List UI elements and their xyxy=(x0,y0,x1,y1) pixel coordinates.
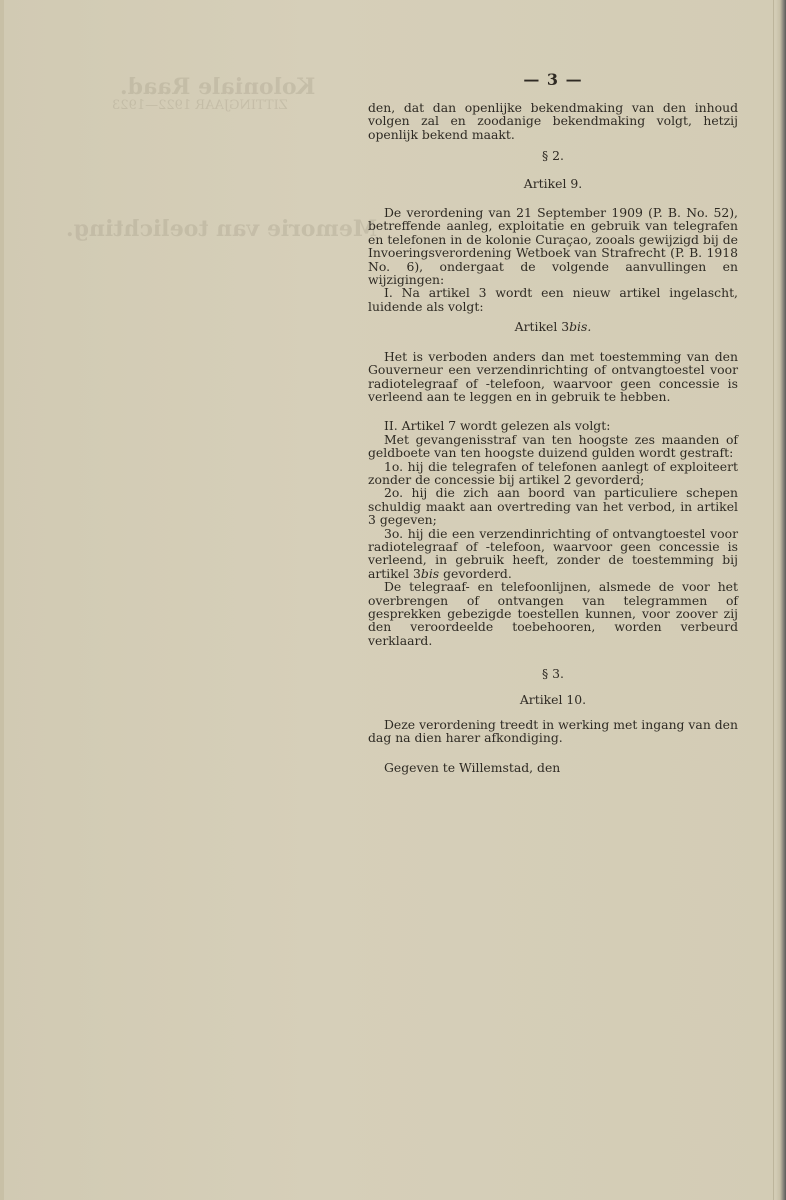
paragraph-II: II. Artikel 7 wordt gelezen als volgt: xyxy=(384,418,611,434)
paragraph-verordening: De verordening van 21 September 1909 (P. B. No. 52), betreffende aanleg, exploitatie en gebruik van telegrafen en telefonen in de kolonie Curaçao, zooals gewijzigd bij de Invoeringsverordening Wetboek van Strafrecht (P. B. 1918 No. 6), ondergaat de volgende aanvullingen en wijzigingen: xyxy=(368,205,738,288)
paragraph-3o-text: 3o. hij die een verzendinrichting of ontvangtoestel voor radiotelegraaf of -telefoon, waarvoor geen concessie is verleend, in gebruik heeft, zonder de toestemming bij artikel 3 xyxy=(368,525,738,581)
paragraph-gegeven: Gegeven te Willemstad, den xyxy=(384,759,561,775)
paragraph-1o: 1o. hij die telegrafen of telefonen aanlegt of exploiteert zonder de concessie bij artikel 2 gevorderd; xyxy=(368,458,738,487)
paragraph-I: I. Na artikel 3 wordt een nieuw artikel ingelascht, luidende als volgt: xyxy=(368,285,738,314)
page-right-edge xyxy=(776,0,786,1200)
section-3-heading: § 3. xyxy=(542,666,564,682)
artikel-3bis-prefix: Artikel 3 xyxy=(514,319,570,335)
paragraph-3o-end: gevorderd. xyxy=(439,565,512,581)
page-left-edge xyxy=(0,0,4,1200)
paragraph-3o-bis: bis xyxy=(420,565,440,581)
artikel-3bis-heading xyxy=(368,320,738,333)
show-through-subtitle: ZITTINGJAAR 1922—1923 xyxy=(112,98,288,113)
paragraph-verboden: Het is verboden anders dan met toestemming van den Gouverneur een verzendinrichting of ontvangtoestel voor radiotelegraaf of -telefoon, waarvoor geen concessie is verleend aan te leggen en in gebruik te hebben. xyxy=(368,348,738,404)
paragraph-intro: den, dat dan openlijke bekendmaking van den inhoud volgen zal en zoodanige bekendmaking volgt, hetzij openlijk bekend maakt. xyxy=(368,100,738,142)
section-2-heading: § 2. xyxy=(542,148,564,164)
page-fold-line xyxy=(773,0,774,1200)
show-through-memorie: Memorie van toelichting. xyxy=(66,216,378,242)
page-content xyxy=(368,70,738,774)
artikel-3bis-suffix: bis. xyxy=(569,319,592,335)
artikel-10-heading: Artikel 10. xyxy=(519,691,587,707)
paragraph-ingang: Deze verordening treedt in werking met ingang van den dag na dien harer afkondiging. xyxy=(368,717,738,746)
paragraph-2o: 2o. hij die zich aan boord van particuliere schepen schuldig maakt aan overtreding van het verbod, in artikel 3 gegeven; xyxy=(368,485,738,528)
paragraph-telegraaf: De telegraaf- en telefoonlijnen, alsmede de voor het overbrengen of ontvangen van telegrammen of gesprekken gebezigde toestellen kunnen, voor zoover zij den veroordeelde toebehooren, worden verbeurd verklaard. xyxy=(368,579,738,648)
show-through-title: Koloniale Raad. xyxy=(120,74,316,100)
paragraph-straf: Met gevangenisstraf van ten hoogste zes maanden of geldboete van ten hoogste duizend gulden wordt gestraft: xyxy=(368,431,738,461)
artikel-9-heading: Artikel 9. xyxy=(523,175,583,191)
page-number: — 3 — xyxy=(523,70,583,89)
paragraph-3o xyxy=(368,527,738,581)
